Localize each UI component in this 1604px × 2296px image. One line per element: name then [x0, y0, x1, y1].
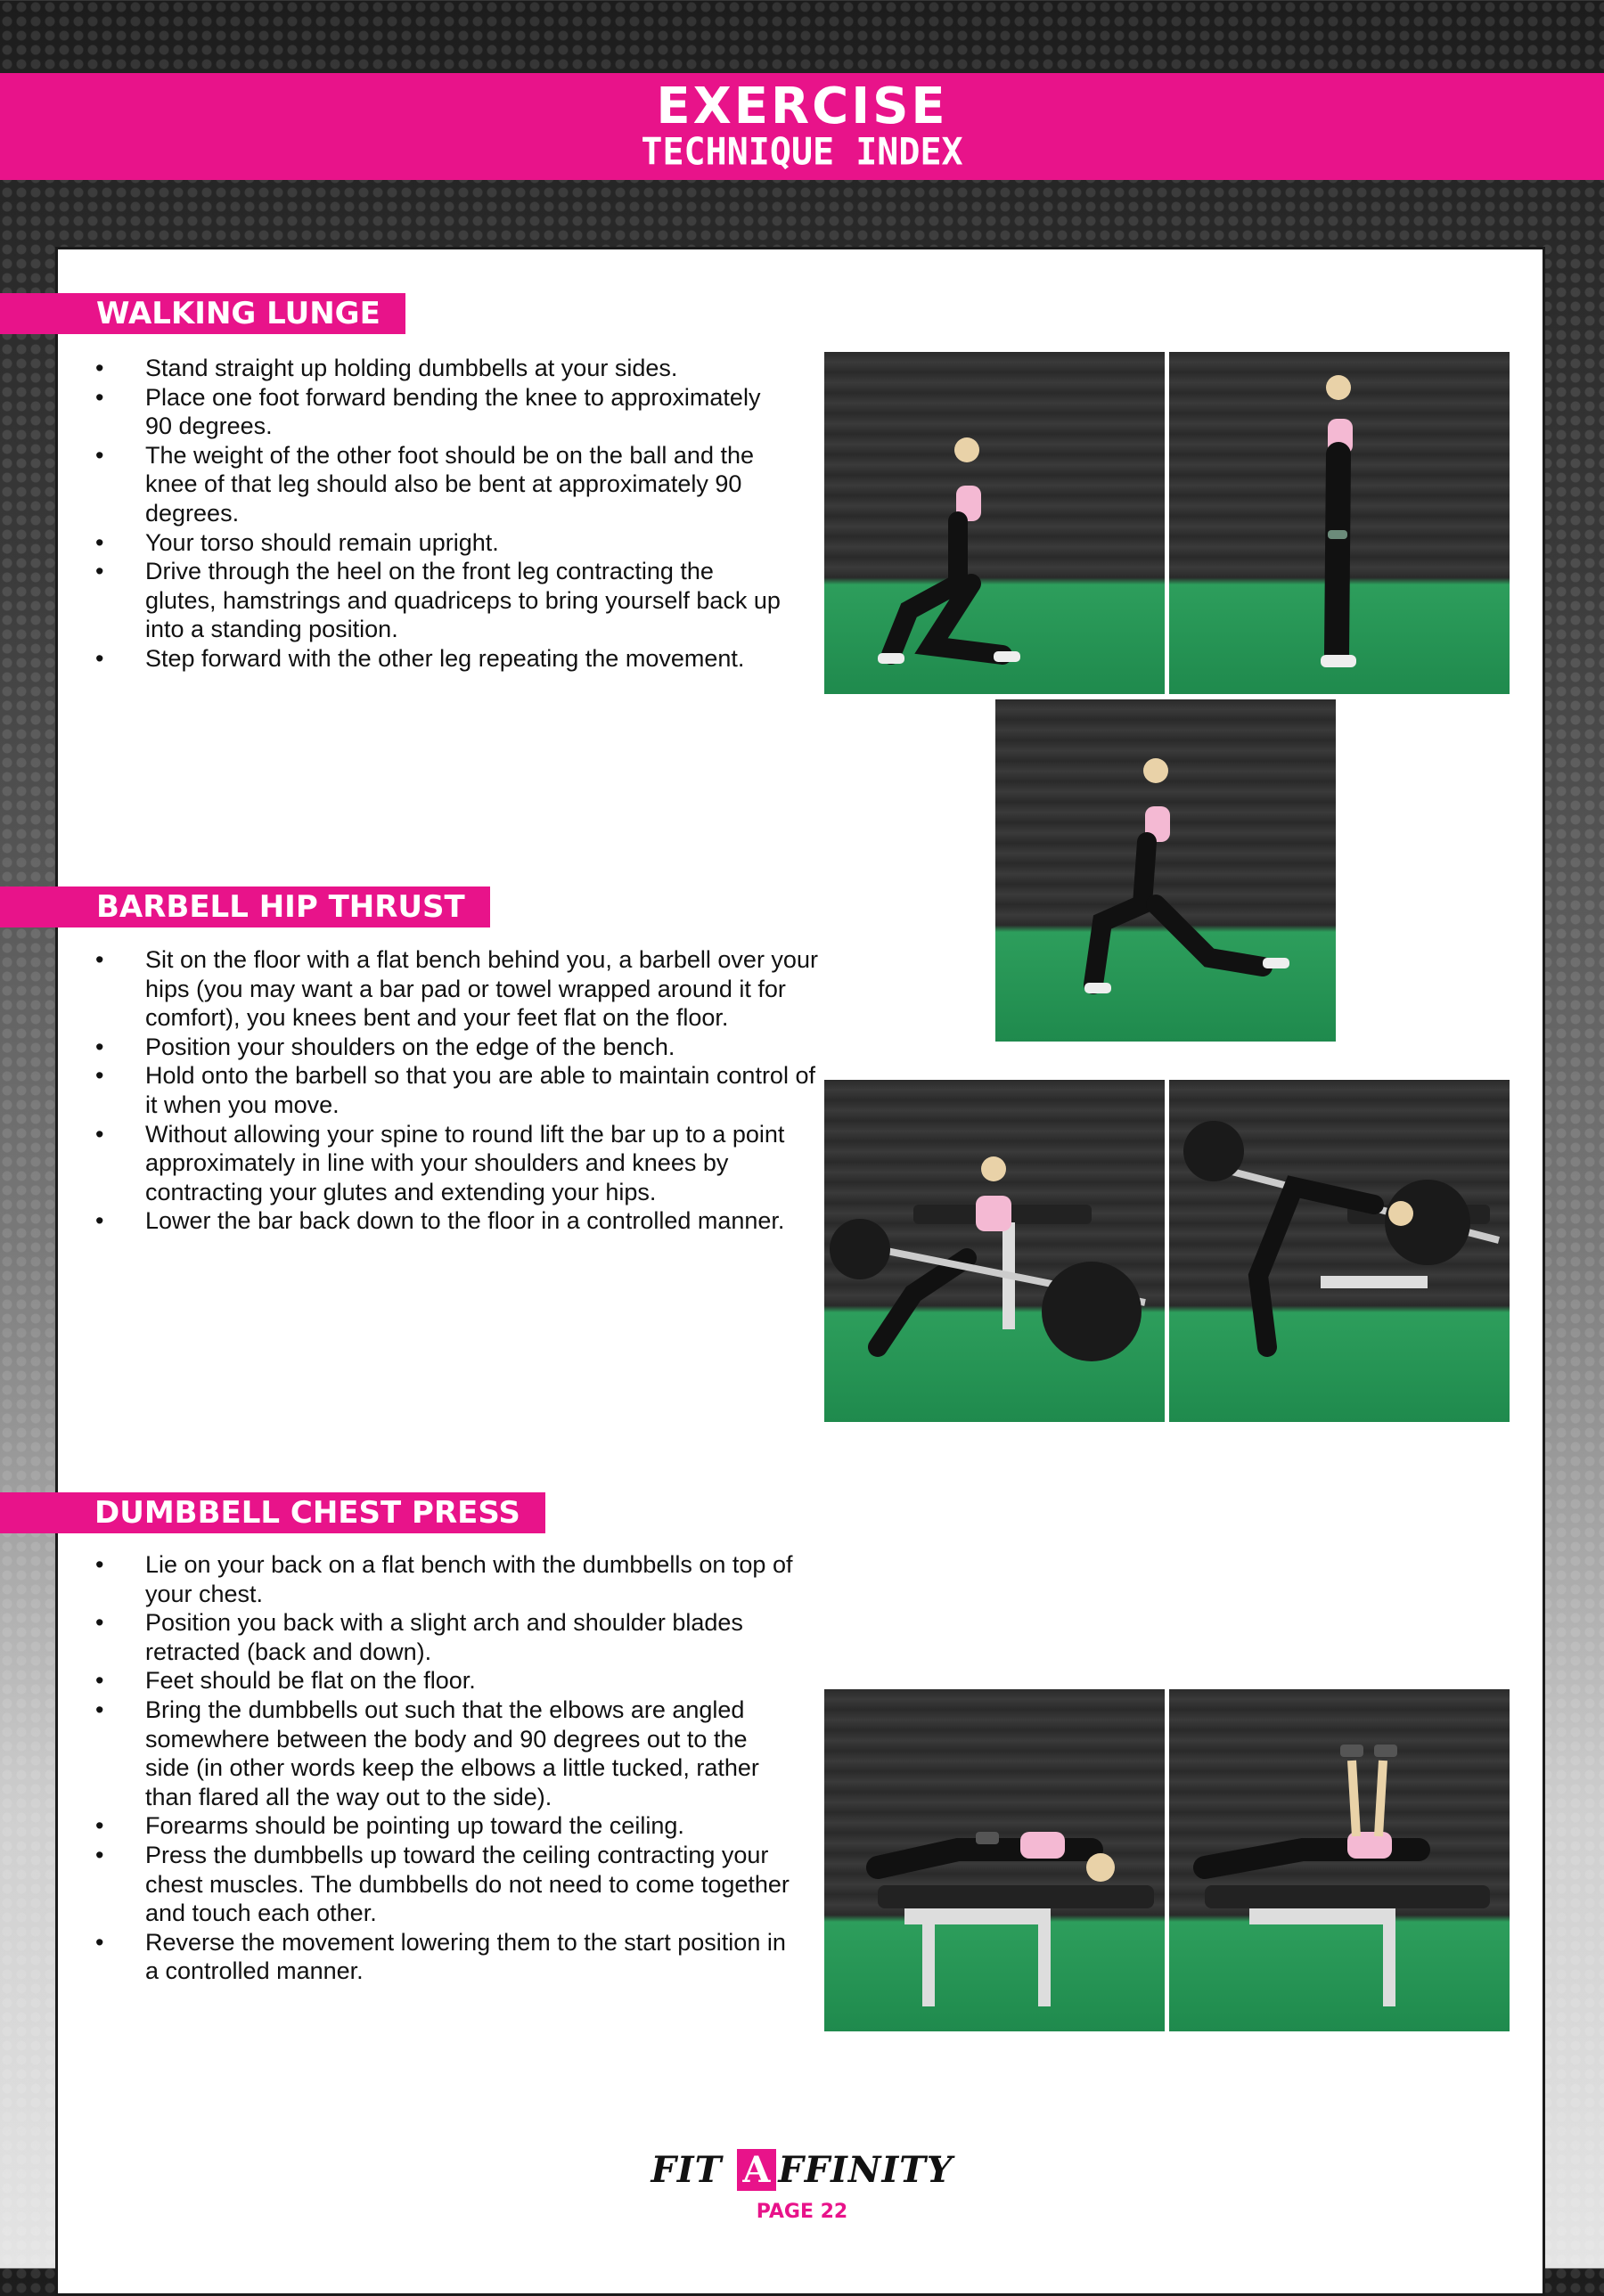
photo-chest-press-down	[824, 1689, 1165, 2031]
list-item: • Position your shoulders on the edge of the bench.	[89, 1033, 820, 1062]
list-item: • Step forward with the other leg repeating the movement.	[89, 644, 784, 674]
page-title: EXERCISE	[656, 78, 948, 135]
logo-text-right: FFINITY	[778, 2149, 953, 2191]
standing-figure-icon	[1169, 352, 1510, 694]
list-item: • Place one foot forward bending the knee to approximately 90 degrees.	[89, 383, 784, 441]
photo-lunge-step	[995, 699, 1336, 1042]
photo-lunge-standing	[1169, 352, 1510, 694]
header-banner	[0, 73, 1604, 180]
list-item: • Press the dumbbells up toward the ceiling contracting your chest muscles. The dumbbells do not need to come together and touch each other.	[89, 1841, 793, 1928]
list-item: • Your torso should remain upright.	[89, 528, 784, 558]
page-number: PAGE 22	[756, 2201, 848, 2223]
list-item: • Reverse the movement lowering them to the start position in a controlled manner.	[89, 1928, 793, 1986]
list-item: • Feet should be flat on the floor.	[89, 1666, 793, 1695]
lunge-figure-icon	[824, 352, 1165, 694]
list-item: • Stand straight up holding dumbbells at your sides.	[89, 354, 784, 383]
section-title-walking-lunge: WALKING LUNGE	[0, 293, 405, 334]
page-subtitle: TECHNIQUE INDEX	[641, 130, 963, 175]
list-item: • Position you back with a slight arch and shoulder blades retracted (back and down).	[89, 1608, 793, 1666]
photo-chest-press-up	[1169, 1689, 1510, 2031]
lunge-figure-icon	[995, 699, 1336, 1042]
photo-lunge-low	[824, 352, 1165, 694]
photo-hip-thrust-down	[824, 1080, 1165, 1422]
section-title-barbell-hip-thrust: BARBELL HIP THRUST	[0, 887, 490, 927]
chest-press-figure-icon	[824, 1689, 1165, 2031]
list-item: • Forearms should be pointing up toward the ceiling.	[89, 1811, 793, 1841]
list-item: • Without allowing your spine to round lift the bar up to a point approximately in line with your shoulders and knees by contracting your glutes and extending your hips.	[89, 1120, 820, 1207]
photo-hip-thrust-up	[1169, 1080, 1510, 1422]
hip-thrust-steps	[89, 945, 820, 1236]
chest-press-figure-icon	[1169, 1689, 1510, 2031]
logo-text-left: FIT	[651, 2149, 723, 2191]
list-item: • Lower the bar back down to the floor in a controlled manner.	[89, 1206, 820, 1236]
list-item: • Sit on the floor with a flat bench behind you, a barbell over your hips (you may want a bar pad or towel wrapped around it for comfort), you knees bent and your feet flat on the floor.	[89, 945, 820, 1033]
list-item: • Lie on your back on a flat bench with the dumbbells on top of your chest.	[89, 1550, 793, 1608]
brand-logo	[0, 2149, 1604, 2191]
walking-lunge-steps	[89, 354, 784, 674]
hip-thrust-figure-icon	[824, 1080, 1165, 1422]
list-item: • Bring the dumbbells out such that the elbows are angled somewhere between the body and 90 degrees out to the side (in other words keep the elbows a little tucked, rather than flared all the way out to the side).	[89, 1695, 793, 1811]
logo-a-mark: A	[737, 2149, 776, 2191]
hip-thrust-figure-icon	[1169, 1080, 1510, 1422]
list-item: • Hold onto the barbell so that you are able to maintain control of it when you move.	[89, 1061, 820, 1119]
list-item: • Drive through the heel on the front leg contracting the glutes, hamstrings and quadriceps to bring yourself back up into a standing position.	[89, 557, 784, 644]
chest-press-steps	[89, 1550, 793, 1986]
section-title-dumbbell-chest-press: DUMBBELL CHEST PRESS	[0, 1492, 545, 1533]
list-item: • The weight of the other foot should be on the ball and the knee of that leg should also be bent at approximately 90 degrees.	[89, 441, 784, 528]
